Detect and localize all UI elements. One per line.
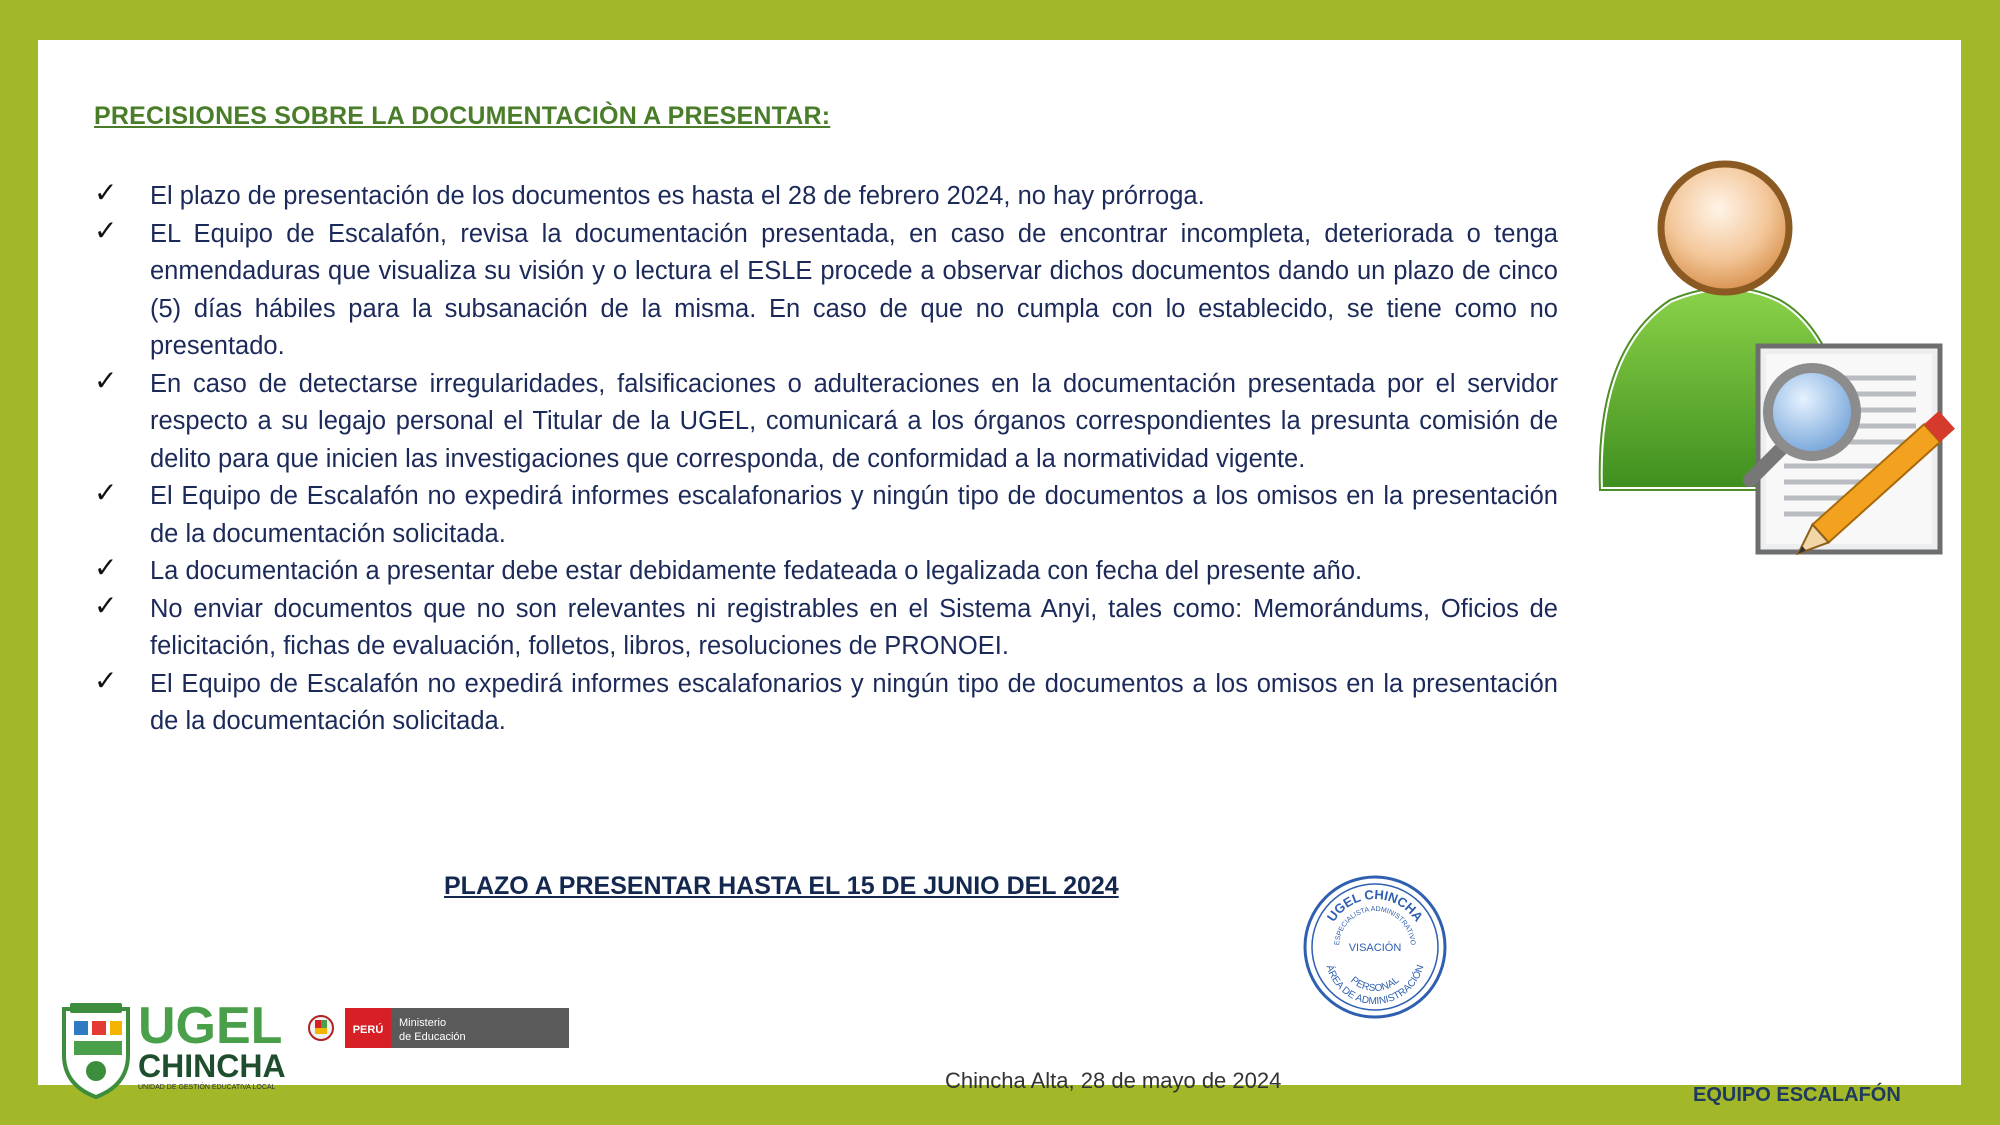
checkmark-icon: ✓ [94,213,118,247]
peru-coat-of-arms-icon [309,1016,333,1040]
document-page [38,40,1961,1106]
ministerio-educacion-logo [305,1006,569,1050]
stamp-inner-text: ESPECIALISTA ADMINISTRATIVO [1333,905,1417,946]
stamp-bottom-text: ÁREA DE ADMINISTRACIÓN [1323,963,1427,1008]
peru-label: PERÚ [352,1024,384,1036]
list-item [94,363,1558,479]
team-signature: EQUIPO ESCALAFÓN [1693,1084,1901,1106]
list-item [94,213,1558,366]
list-item-text: No enviar documentos que no son relevantes ni registrables en el Sistema Anyi, tales como: Memorándums, Oficios de felicitación, fichas de evaluación, folletos, libros, resoluciones de PRONOEI. [150,594,1558,660]
deadline-notice: PLAZO A PRESENTAR HASTA EL 15 DE JUNIO DEL 2024 [444,872,1119,900]
list-item-text: El Equipo de Escalafón no expedirá informes escalafonarios y ningún tipo de documentos a los omisos en la presentación de la documentación solicitada. [150,669,1558,735]
svg-text:PERSONAL [1348,975,1402,995]
person-document-search-icon [1580,150,1960,570]
checkmark-icon: ✓ [94,176,118,209]
list-item [94,588,1558,666]
ugel-city: CHINCHA [138,1048,286,1084]
checkmark-icon: ✓ [94,588,118,622]
list-item-text: La documentación a presentar debe estar debidamente fedateada o legalizada con fecha del presente año. [150,557,1363,585]
checkmark-icon: ✓ [94,663,118,697]
list-item-text: En caso de detectarse irregularidades, falsificaciones o adulteraciones en la documentación presentada por el servidor respecto a su legajo personal el Titular de la UGEL, comunicará a los órganos correspondientes la presunta comisión de delito para que inicien las investigaciones que corresponda, de conformidad a la normatividad vigente. [150,369,1558,473]
stamp-bottom-inner-text: PERSONAL [1348,974,1402,995]
page-title: PRECISIONES SOBRE LA DOCUMENTACIÒN A PRESENTAR: [94,102,831,130]
list-item [94,553,1558,591]
ugel-chincha-logo [58,985,298,1105]
issue-date: Chincha Alta, 28 de mayo de 2024 [945,1068,1282,1093]
checkmark-icon: ✓ [94,551,118,584]
svg-text:UGEL CHINCHA [1324,887,1427,925]
stamp-top-text: UGEL CHINCHA [1323,886,1427,925]
stamp-center-text: VISACIÓN [1348,942,1402,954]
ugel-subtitle: UNIDAD DE GESTIÓN EDUCATIVA LOCAL [138,1084,276,1091]
list-item [94,478,1558,553]
list-item-text: El Equipo de Escalafón no expedirá informes escalafonarios y ningún tipo de documentos a los omisos en la presentación de la documentación solicitada. [150,482,1558,548]
ministry-line2: de Educación [399,1031,466,1043]
seal-stamp [1300,872,1450,1022]
requirements-list [94,178,1558,741]
list-item-text: El plazo de presentación de los documentos es hasta el 28 de febrero 2024, no hay prórroga. [150,182,1205,210]
ugel-name: UGEL [138,997,283,1055]
list-item [94,178,1558,216]
checkmark-icon: ✓ [94,476,118,509]
list-item [94,663,1558,741]
list-item-text: EL Equipo de Escalafón, revisa la documentación presentada, en caso de encontrar incompleta, deteriorada o tenga enmendaduras que visualiza su visión y o lectura el ESLE procede a observar dichos documentos dando un plazo de cinco (5) días hábiles para la subsanación de la misma. En caso de que no cumpla con lo establecido, se tiene como no presentado. [150,219,1558,360]
checkmark-icon: ✓ [94,363,118,397]
ministry-line1: Ministerio [399,1017,447,1029]
